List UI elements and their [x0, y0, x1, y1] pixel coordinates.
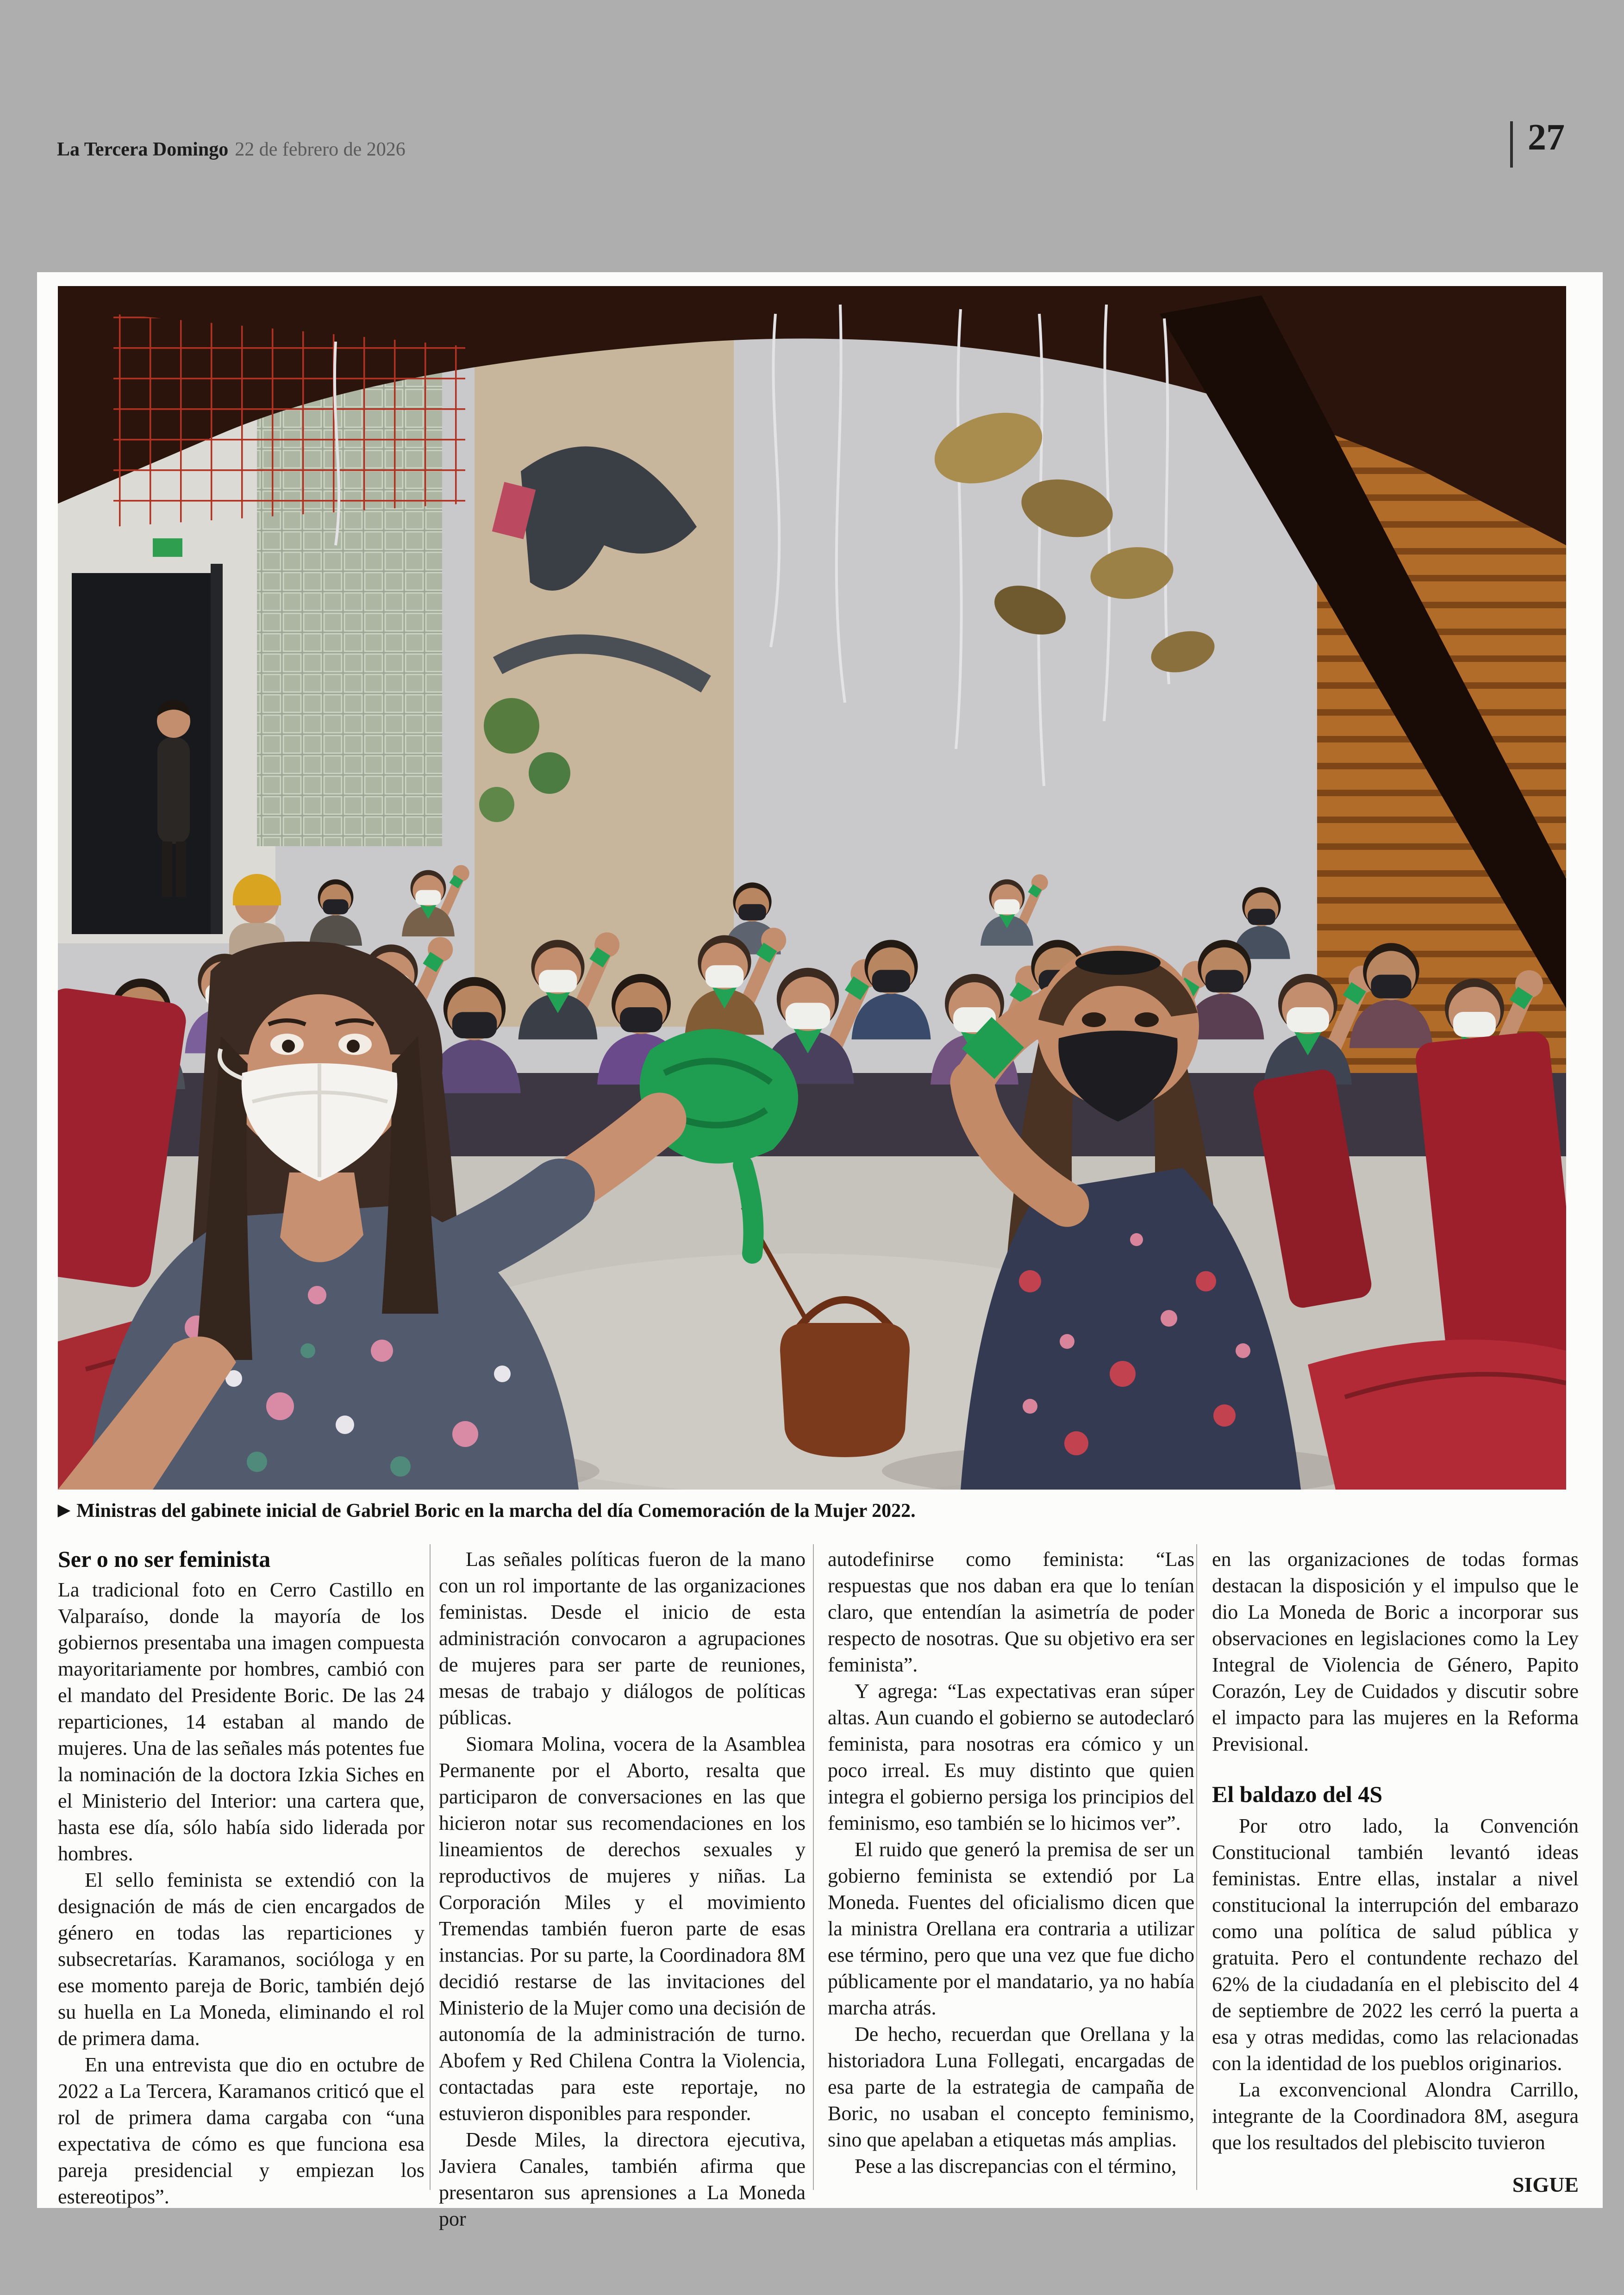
- article-column-4: [1212, 1546, 1579, 2196]
- photo-exit-sign: [153, 538, 182, 557]
- caption-arrow-icon: ▶: [58, 1502, 70, 1519]
- paragraph: El sello feminista se extendió con la designación de más de cien encargados de género en todas las reparticiones y subsecretarías. Karamanos, socióloga y en ese momento pareja de Boric, también dejó su huella en La Moneda, eliminando el rol de primera dama.: [58, 1869, 425, 2050]
- page-number-rule: [1510, 121, 1513, 168]
- photo-red-grid: [113, 314, 465, 527]
- page-number: 27: [1528, 117, 1565, 158]
- section-heading: Ser o no ser feminista: [58, 1546, 271, 1572]
- paragraph: autodefinirse como feminista: “Las respuestas que nos daban era que lo tenían claro, que entendían la asimetría de poder respecto de nosotras. Que su objetivo era ser feminista”.: [828, 1548, 1194, 1676]
- column-separator: [1196, 1544, 1197, 2190]
- paragraph: Las señales políticas fueron de la mano con un rol importante de las organizaciones feministas. Desde el inicio de esta administración convocaron a agrupaciones de mujeres para ser parte de reuniones, mesas de trabajo y diálogos de políticas públicas.: [439, 1548, 806, 1729]
- photo-caption: [58, 1500, 1566, 1522]
- paragraph: Desde Miles, la directora ejecutiva, Javiera Canales, también afirma que presentaron sus aprensiones a La Moneda por: [439, 2128, 806, 2230]
- photo-door-frame: [211, 564, 223, 934]
- article-column-3: [828, 1546, 1194, 2189]
- paragraph: El ruido que generó la premisa de ser un gobierno feminista se extendió por La Moneda. Fuentes del oficialismo dicen que la ministra Orellana era contraria a utilizar ese término, pero que una vez que fue dicho públicamente por el mandatario, ya no había marcha atrás.: [828, 1838, 1194, 2019]
- paragraph: La exconvencional Alondra Carrillo, integrante de la Coordinadora 8M, asegura que los resultados del plebiscito tuvieron: [1212, 2078, 1579, 2154]
- sheet: [37, 272, 1603, 2230]
- paragraph: en las organizaciones de todas formas destacan la disposición y el impulso que le dio La Moneda de Boric a incorporar sus observaciones en legislaciones como la Ley Integral de Violencia de Género, Papito Corazón, Ley de Cuidados y discutir sobre el impacto para las mujeres en la Reforma Previsional.: [1212, 1548, 1579, 1755]
- paragraph: Y agrega: “Las expectativas eran súper altas. Aun cuando el gobierno se autodeclaró feminista, para nosotras era cómico y un poco irreal. Es muy distinto que quien integra el gobierno persiga los principios del feminismo, eso también se lo hicimos ver”.: [828, 1680, 1194, 1834]
- photo-illustration: [58, 286, 1566, 1490]
- article-photo: [58, 286, 1566, 1490]
- masthead-title: La Tercera Domingo: [57, 139, 229, 160]
- continuation-marker: SIGUE: [1512, 2173, 1579, 2196]
- article-column-1: [58, 1546, 425, 2208]
- photo-mural-leaf: [529, 752, 570, 794]
- masthead-date: 22 de febrero de 2026: [235, 139, 406, 160]
- column-separator: [430, 1544, 431, 2190]
- paragraph: Por otro lado, la Convención Constitucional también levantó ideas feministas. Entre ellas, instalar a nivel constitucional la interrupción del embarazo como una política de salud pública y gratuita. Pero el contundente rechazo del 62% de la ciudadanía en el plebiscito del 4 de septiembre de 2022 les cerró la puerta a esa y otras medidas, como las relacionadas con la identidad de los pueblos originarios.: [1212, 1815, 1579, 2075]
- photo-mural-leaf: [484, 698, 539, 754]
- masthead: [57, 138, 406, 161]
- photo-sunglasses-on-head: [1075, 951, 1161, 975]
- paragraph: La tradicional foto en Cerro Castillo en Valparaíso, donde la mayoría de los gobiernos presentaba una imagen compuesta mayoritariamente por hombres, cambió con el mandato del Presidente Boric. De las 24 reparticiones, 14 estaban al mando de mujeres. Una de las señales más potentes fue la nominación de la doctora Izkia Siches en el Ministerio del Interior: una cartera que, hasta ese día, sólo había sido liderada por hombres.: [58, 1578, 425, 1865]
- paragraph: Pese a las discrepancias con el término,: [855, 2155, 1177, 2177]
- photo-caption-text: Ministras del gabinete inicial de Gabriel Boric en la marcha del día Comemoración de la Mujer 2022.: [76, 1500, 916, 1522]
- paragraph: Siomara Molina, vocera de la Asamblea Permanente por el Aborto, resalta que participaron de conversaciones en las que hicieron notar sus recomendaciones en los lineamientos de derechos sexuales y reproductivos de mujeres y niñas. La Corporación Miles y el movimiento Tremendas también fueron parte de esas instancias. Por su parte, la Coordinadora 8M decidió restarse de las invitaciones del Ministerio de la Mujer como una decisión de autonomía de la administración de turno. Abofem y Red Chilena Contra la Violencia, contactadas para este reportaje, no estuvieron disponibles para responder.: [439, 1733, 806, 2125]
- paragraph: En una entrevista que dio en octubre de 2022 a La Tercera, Karamanos criticó que el rol de primera dama cargaba con “una expectativa de cómo es que funciona esa pareja presidencial y empiezan los estereotipos”.: [58, 2053, 425, 2208]
- article-column-2: [439, 1546, 806, 2230]
- paragraph: De hecho, recuerdan que Orellana y la historiadora Luna Follegati, encargadas de esa parte de la estrategia de campaña de Boric, no usaban el concepto feminismo, sino que apelaban a etiquetas más amplias.: [828, 2023, 1194, 2151]
- section-subheading: El baldazo del 4S: [1212, 1781, 1383, 1807]
- column-separator: [813, 1544, 814, 2190]
- photo-mural-leaf: [479, 787, 514, 822]
